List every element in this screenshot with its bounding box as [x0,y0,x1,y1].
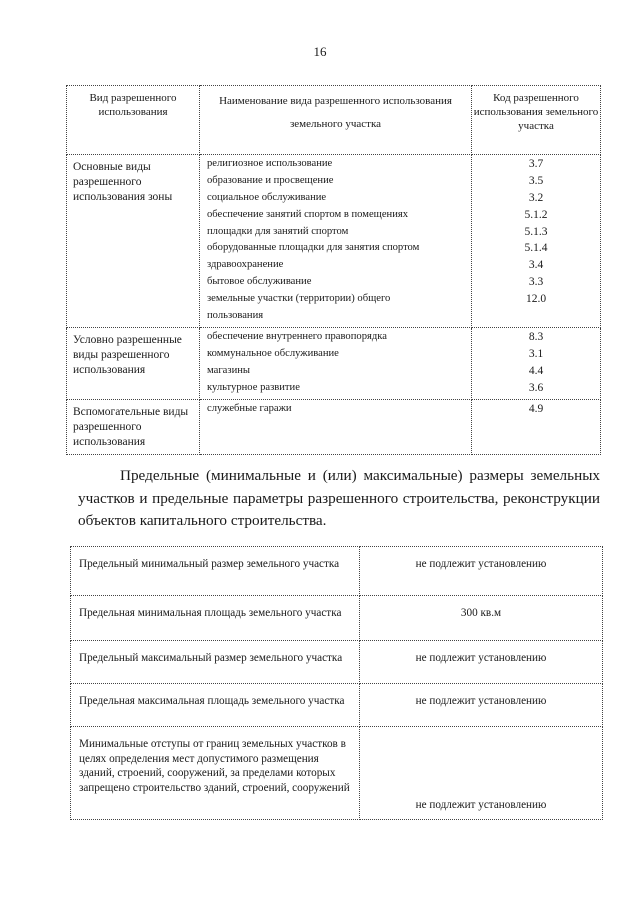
list-item: культурное развитие [207,381,300,393]
param-label: Предельная минимальная площадь земельного участка [71,596,360,641]
code-value: 3.7 [528,158,544,170]
code-value: 5.1.3 [524,225,548,238]
header-use-type: Вид разрешенного использования [67,86,200,155]
code-value: 4.9 [528,402,544,415]
category-conditional: Условно разрешенные виды разрешенного использования [67,327,200,399]
list-item: обеспечение внутреннего правопорядка [207,330,387,342]
param-label: Предельный минимальный размер земельного участка [71,547,360,596]
param-label: Предельный максимальный размер земельного участка [71,641,360,684]
use-code-list [472,399,601,454]
table-row [71,547,603,596]
list-item: коммунальное обслуживание [207,347,339,359]
list-item: здравоохранение [207,259,284,271]
code-value: 4.4 [528,364,544,377]
list-item: служебные гаражи [207,402,292,414]
code-value: 3.4 [528,259,544,272]
list-item: обеспечение занятий спортом в помещениях [207,208,409,220]
param-value: не подлежит установлению [360,684,603,727]
category-main: Основные виды разрешенного использования зоны [67,155,200,328]
code-value: 3.3 [528,276,544,289]
list-item: социальное обслуживание [207,191,327,203]
table-row [67,155,601,328]
table-row [67,327,601,399]
code-value: 3.2 [528,191,544,204]
parameters-paragraph: Предельные (минимальные и (или) максимальные) размеры земельных участков и предельные параметры разрешенного строительства, реконструкции объектов капитального строительства. [78,467,600,529]
param-value: 300 кв.м [360,596,603,641]
page-number: 16 [313,44,327,59]
use-name-list [200,155,472,328]
list-item: оборудованные площадки для занятия спортом [207,242,420,254]
header-use-name: Наименование вида разрешенного использования земельного участка [200,86,472,155]
list-item: религиозное использование [207,158,333,169]
parameters-table [70,546,603,820]
list-item: земельные участки (территории) общего пользования [207,293,391,322]
table-row [71,684,603,727]
param-label: Предельная максимальная площадь земельного участка [71,684,360,727]
table-row [71,596,603,641]
param-value: не подлежит установлению [360,727,603,820]
code-value: 8.3 [528,330,544,343]
code-value: 3.6 [528,381,544,394]
land-use-table [66,85,601,455]
code-value: 5.1.4 [524,242,548,255]
code-value: 3.5 [528,174,544,187]
table-header-row [67,86,601,155]
table-row [71,727,603,820]
list-item: бытовое обслуживание [207,276,312,288]
use-code-list [472,327,601,399]
code-value: 12.0 [525,293,547,306]
header-use-code: Код разрешенного использования земельного участка [472,86,601,155]
list-item: площадки для занятий спортом [207,225,349,237]
table-row [67,399,601,454]
code-value: 3.1 [528,347,544,360]
code-value: 5.1.2 [524,208,548,221]
param-label: Минимальные отступы от границ земельных участков в целях определения мест допустимого размещения зданий, строений, сооружений, за пределами которых запрещено строительство зданий, строений, сооружений [71,727,360,820]
use-name-list [200,327,472,399]
list-item: образование и просвещение [207,174,334,186]
param-value: не подлежит установлению [360,641,603,684]
use-name-list [200,399,472,454]
table-row [71,641,603,684]
param-value: не подлежит установлению [360,547,603,596]
category-auxiliary: Вспомогательные виды разрешенного использования [67,399,200,454]
list-item: магазины [207,364,251,376]
use-code-list [472,155,601,328]
